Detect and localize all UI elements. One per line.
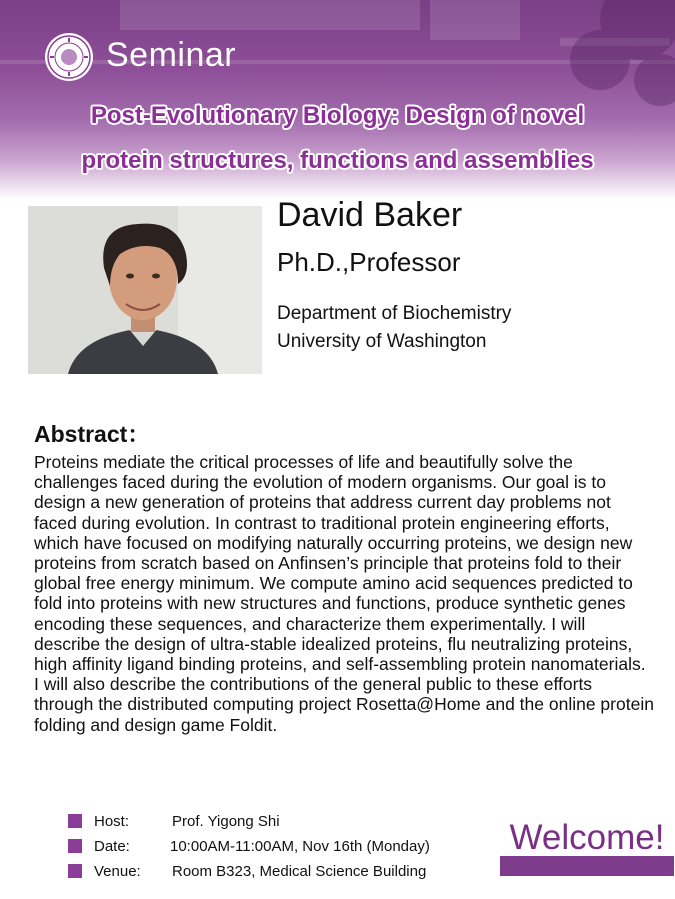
square-bullet-icon	[68, 839, 82, 853]
abstract-heading: Abstract：	[34, 421, 151, 447]
abstract-body: Proteins mediate the critical processes of life and beautifully solve the challenges faced during the evolution of modern organisms. Our goal is to design a new generation of proteins that address current day problems not faced during evolution. In contrast to traditional protein engineering efforts, which have focused on modifying naturally occurring proteins, we design new proteins from scratch based on Anfinsen’s principle that proteins fold to their global free energy minimum. We compute amino acid sequences predicted to fold into proteins with new structures and functions, produce synthetic genes encoding these sequences, and characterize them experimentally. I will describe the design of ultra-stable idealized proteins, flu neutralizing proteins, high affinity ligand binding proteins, and self-assembling protein nanomaterials. I will also describe the contributions of the general public to these efforts through the distributed computing project Rosetta@Home and the online protein folding and design game Foldit.	[34, 452, 654, 735]
welcome-banner	[500, 818, 674, 876]
date-value: 10:00AM-11:00AM, Nov 16th (Monday)	[170, 838, 430, 855]
host-value: Prof. Yigong Shi	[172, 813, 280, 830]
square-bullet-icon	[68, 814, 82, 828]
host-label: Host:	[94, 813, 130, 830]
speaker-degree: Ph.D.,Professor	[277, 247, 461, 277]
talk-title-line-1: Post-Evolutionary Biology: Design of novel	[90, 102, 585, 129]
welcome-text: Welcome!	[509, 818, 665, 857]
speaker-name: David Baker	[277, 196, 463, 234]
square-bullet-icon	[68, 864, 82, 878]
speaker-university: University of Washington	[277, 331, 487, 352]
date-label: Date:	[94, 838, 130, 855]
university-seal-icon	[44, 32, 94, 82]
welcome-bar	[500, 856, 674, 876]
header-banner	[0, 0, 675, 200]
speaker-department: Department of Biochemistry	[277, 303, 512, 324]
talk-title-line-2: protein structures, functions and assemblies	[81, 147, 594, 174]
speaker-photo	[28, 206, 262, 374]
venue-label: Venue:	[94, 863, 141, 880]
seminar-label: Seminar	[106, 36, 237, 74]
venue-value: Room B323, Medical Science Building	[172, 863, 427, 880]
